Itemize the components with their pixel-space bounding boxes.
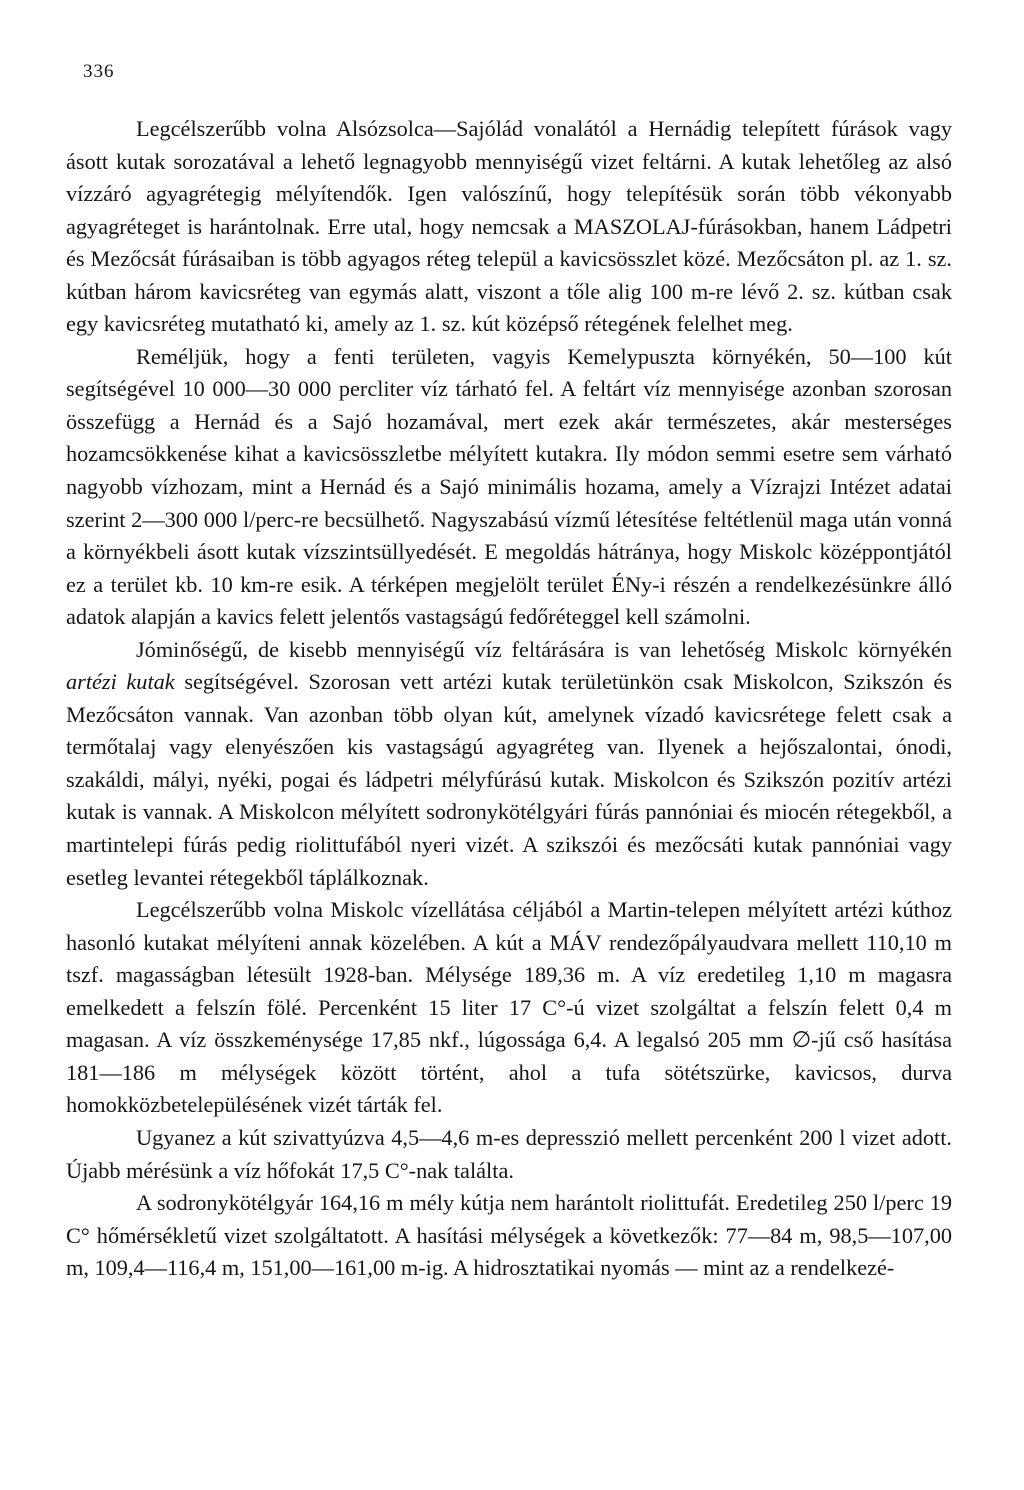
page-number: 336 (83, 61, 115, 82)
paragraph-kemelypuszta-yield: Reméljük, hogy a fenti területen, vagyis Kemelypuszta környékén, 50—100 kút segítségével 10 000—30 000 percliter víz tárható fel. A feltárt víz mennyisége azonban szorosan összefügg a Hernád és a Sajó hozamával, mert ezek akár természetes, akár mesterséges hozamcsökkenése kihat a kavicsösszletbe mélyített kutakra. Ily módon semmi esetre sem várható nagyobb vízhozam, mint a Hernád és a Sajó minimális hozama, amely a Vízrajzi Intézet adatai szerint 2—300 000 l/perc-re becsülhető. Nagyszabású vízmű létesítése feltétlenül maga után vonná a környékbeli ásott kutak vízszintsüllyedését. E megoldás hátránya, hogy Miskolc középpontjától ez a terület kb. 10 km-re esik. A térképen megjelölt terület ÉNy-i részén a rendelkezésünkre álló adatok alapján a kavics felett jelentős vastagságú fedőréteggel kell számolni. (66, 343, 952, 630)
paragraph-pumping-test: Ugyanez a kút szivattyúzva 4,5—4,6 m-es depresszió mellett percenként 200 l vizet adott. Újabb mérésünk a víz hőfokát 17,5 C°-nak találta. (66, 1124, 952, 1183)
body-text (66, 113, 952, 1285)
paragraph-martin-telep-well: Legcélszerűbb volna Miskolc vízellátása céljából a Martin-telepen mélyített artézi kúthoz hasonló kutakat mélyíteni annak közelében. A kút a MÁV rendezőpályaudvara mellett 110,10 m tszf. magasságban létesült 1928-ban. Mélysége 189,36 m. A víz eredetileg 1,10 m magasra emelkedett a felszín fölé. Percenként 15 liter 17 C°-ú vizet szolgáltat a felszín felett 0,4 m magasan. A víz összkeménysége 17,85 nkf., lúgossága 6,4. A legalsó 205 mm ∅-jű cső hasítása 181—186 m mélységek között történt, ahol a tufa sötétszürke, kavicsos, durva homokközbetelepülésének vizét tárták fel. (66, 897, 952, 1118)
paragraph-artesian-wells-intro: Jóminőségű, de kisebb mennyiségű víz feltárására is van lehetőség Miskolc környékén (136, 636, 952, 662)
paragraph-artesian-wells-body: segítségével. Szorosan vett artézi kutak területünkön csak Miskolcon, Szikszón és Mezőcsáton vannak. Van azonban több olyan kút, amelynek vízadó kavicsrétege felett csak a termőtalaj vagy elenyészően kis vastagságú agyagréteg van. Ilyenek a hejőszalontai, ónodi, szakáldi, mályi, nyéki, pogai és ládpetri mélyfúrású kutak. Miskolcon és Szikszón pozitív artézi kutak is vannak. A Miskolcon mélyített sodronykötélgyári fúrás pannóniai és miocén rétegekből, a martintelepi fúrás pedig riolittufából nyeri vizét. A szikszói és mezőcsáti kutak pannóniai vagy esetleg levantei rétegekből táplálkoznak. (66, 669, 952, 890)
paragraph-artesian-wells (66, 634, 952, 894)
italic-term-artezi-kutak: artézi kutak (66, 669, 175, 695)
paragraph-rope-factory-well: A sodronykötélgyár 164,16 m mély kútja nem harántolt riolittufát. Eredetileg 250 l/perc 19 C° hőmérsékletű vizet szolgáltatott. A hasítási mélységek a következők: 77—84 m, 98,5—107,00 m, 109,4—116,4 m, 151,00—161,00 m-ig. A hidrosztatikai nyomás — mint az a rendelkezé- (66, 1190, 952, 1281)
paragraph-alsozsolca-wells: Legcélszerűbb volna Alsózsolca—Sajólád vonalától a Hernádig telepített fúrások vagy ásott kutak sorozatával a lehető legnagyobb mennyiségű vizet feltárni. A kutak lehetőleg az alsó vízzáró agyagrétegig mélyítendők. Igen valószínű, hogy telepítésük során több vékonyabb agyagréteget is harántolnak. Erre utal, hogy nemcsak a MASZOLAJ-fúrásokban, hanem Ládpetri és Mezőcsát fúrásaiban is több agyagos réteg települ a kavicsösszlet közé. Mezőcsáton pl. az 1. sz. kútban három kavicsréteg van egymás alatt, viszont a tőle alig 100 m-re lévő 2. sz. kútban csak egy kavicsréteg mutatható ki, amely az 1. sz. kút középső rétegének felelhet meg. (66, 116, 952, 337)
